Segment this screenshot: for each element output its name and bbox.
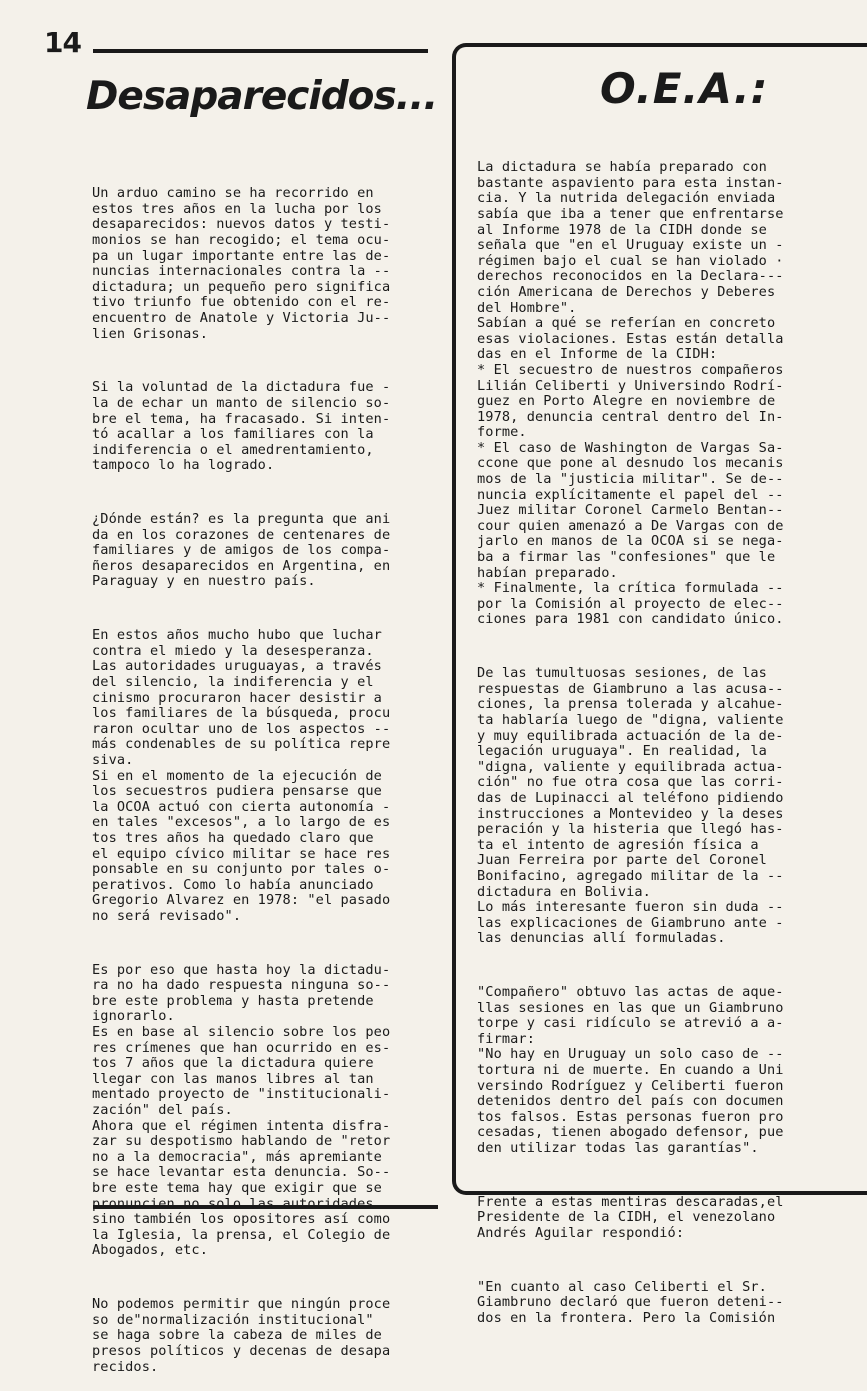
article-paragraph: Frente a estas mentiras descaradas,el Presidente de la CIDH, el venezolano Andrés Aguilar respondió: (477, 1193, 784, 1241)
article-paragraph: "Compañero" obtuvo las actas de aque- llas sesiones en las que un Giambruno torpe y casi ridículo se atrevió a a- firmar: "No hay en Uruguay un solo caso de -- tortura ni de muerte. En cuando a Uni versindo Rodríguez y Celiberti fueron detenidos dentro del país con documen tos falsos. Estas personas fueron pro cesadas, tienen abogado defensor, pue den utilizar todas las garantías". (477, 984, 784, 1156)
headline-desaparecidos: Desaparecidos... (86, 74, 438, 119)
top-rule (93, 49, 428, 53)
article-paragraph: Si la voluntad de la dictadura fue - la de echar un manto de silencio so- bre el tema, ha fracasado. Si inten- tó acallar a los familiares con la indiferencia o el amedrentamiento, tampoco lo ha logrado. (92, 379, 391, 474)
article-paragraph: En estos años mucho hubo que luchar contra el miedo y la desesperanza. Las autoridades uruguayas, a través del silencio, la indiferencia y el cinismo procuraron hacer desistir a los familiares de la búsqueda, procu raron ocultar uno de los aspectos -- más condenables de su política repre siva. Si en el momento de la ejecución de los secuestros pudiera pensarse que la OCOA actuó con cierta autonomía - en tales "excesos", a lo largo de es tos tres años ha quedado claro que el equipo cívico militar se hace res ponsable en su conjunto por tales o- perativos. Como lo había anunciado Gregorio Alvarez en 1978: "el pasado no será revisado". (92, 627, 391, 924)
article-paragraph: La dictadura se había preparado con bastante aspaviento para esta instan- cia. Y la nutrida delegación enviada sabía que iba a tener que enfrentarse al Informe 1978 de la CIDH donde se señala que "en el Uruguay existe un - régimen bajo el cual se han violado · derechos reconocidos en la Declara--- ción Americana de Derechos y Deberes del Hombre". Sabían a qué se referían en concreto esas violaciones. Estas están detalla das en el Informe de la CIDH: * El secuestro de nuestros compañeros Lilián Celiberti y Universindo Rodrí- guez en Porto Alegre en noviembre de 1978, denuncia central dentro del In- forme. * El caso de Washington de Vargas Sa- ccone que pone al desnudo los mecanis mos de la "justicia militar". Se de-- nuncia explícitamente el papel del -- Juez militar Coronel Carmelo Bentan-- cour quien amenazó a De Vargas con de jarlo en manos de la OCOA si se nega- ba a firmar las "confesiones" que le habían preparado. * Finalmente, la crítica formulada -- por la Comisión al proyecto de elec-- ciones para 1981 con candidato único. (477, 159, 784, 628)
page-number: 14 (44, 26, 81, 59)
article-paragraph: ¿Dónde están? es la pregunta que ani da en los corazones de centenares de familiares y de amigos de los compa- ñeros desaparecidos en Argentina, en Paraguay y en nuestro país. (92, 511, 391, 590)
article-paragraph: De las tumultuosas sesiones, de las respuestas de Giambruno a las acusa-- ciones, la prensa tolerada y alcahue- ta hablaría luego de "digna, valiente y muy equilibrada actuación de la de- legación uruguaya". En realidad, la "digna, valiente y equilibrada actua- ción" no fue otra cosa que las corri- das de Lupinacci al teléfono pidiendo instrucciones a Montevideo y la deses peración y la histeria que llegó has- ta el intento de agresión física a Juan Ferreira por parte del Coronel Bonifacino, agregado militar de la -- dictadura en Bolivia. Lo más interesante fueron sin duda -- las explicaciones de Giambruno ante - las denuncias allí formuladas. (477, 665, 784, 947)
right-article-body (477, 129, 837, 1342)
left-article-body (92, 155, 444, 1391)
article-paragraph: "En cuanto al caso Celiberti el Sr. Giambruno declaró que fueron deteni-- dos en la frontera. Pero la Comisión (477, 1278, 784, 1326)
article-paragraph: Es por eso que hasta hoy la dictadu- ra no ha dado respuesta ninguna so-- bre este problema y hasta pretende ignorarlo. Es en base al silencio sobre los peo res crímenes que han ocurrido en es- tos 7 años que la dictadura quiere llegar con las manos libres al tan mentado proyecto de "institucionali- zación" del país. Ahora que el régimen intenta disfra- zar su despotismo hablando de "retor no a la democracia", más apremiante se hace levantar esta denuncia. So-- bre este tema hay que exigir que se pronuncien no solo las autoridades sino también los opositores así como la Iglesia, la prensa, el Colegio de Abogados, etc. (92, 961, 391, 1259)
article-paragraph: No podemos permitir que ningún proce so de"normalización institucional" se haga sobre la cabeza de miles de presos políticos y decenas de desapa recidos. (92, 1296, 391, 1375)
article-paragraph: Un arduo camino se ha recorrido en estos tres años en la lucha por los desaparecidos: nuevos datos y testi- monios se han recogido; el tema ocu- pa un lugar importante entre las de- nuncias internacionales contra la -- dictadura; un pequeño pero significa tivo triunfo fue obtenido con el re- encuentro de Anatole y Victoria Ju-- lien Grisonas. (92, 185, 391, 342)
headline-oea: O.E.A.: (600, 64, 769, 113)
